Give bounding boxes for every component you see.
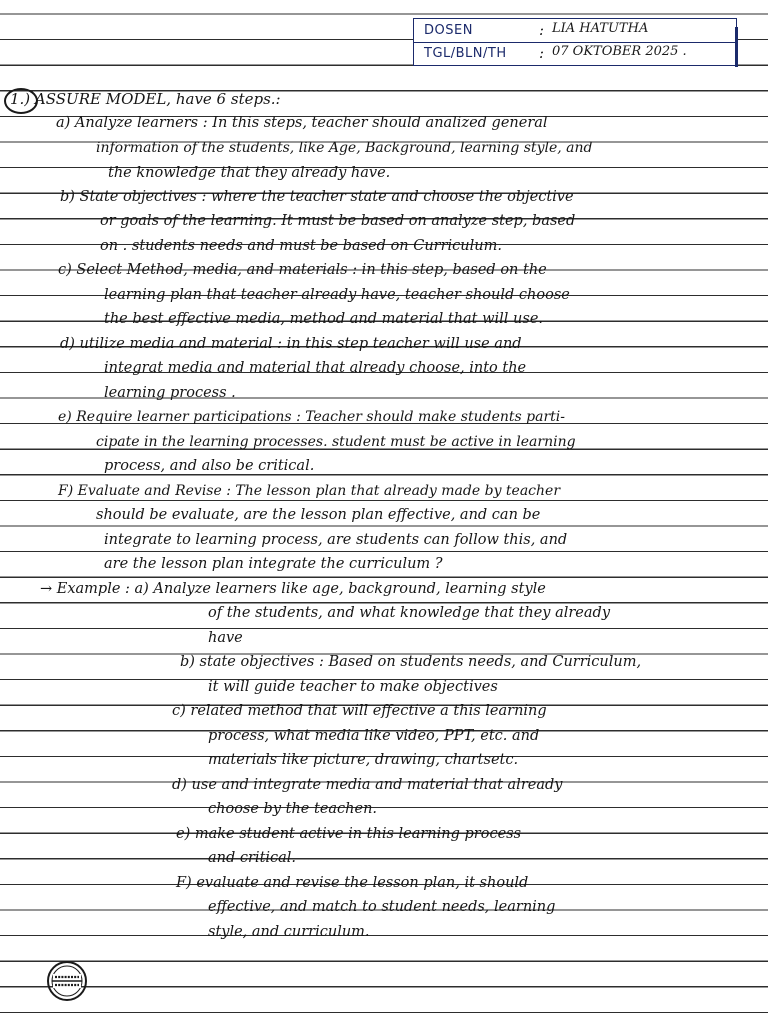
note-line: F) evaluate and revise the lesson plan, it should bbox=[176, 875, 529, 891]
note-line: F) Evaluate and Revise : The lesson plan that already made by teacher bbox=[58, 483, 561, 499]
note-line: 1.) ASSURE MODEL, have 6 steps.: bbox=[10, 90, 281, 108]
note-line: b) state objectives : Based on students needs, and Curriculum, bbox=[180, 654, 642, 670]
note-line: d) use and integrate media and material that already bbox=[172, 777, 563, 793]
sinar-dunia-logo-icon bbox=[46, 960, 88, 1002]
note-line: process, and also be critical. bbox=[104, 458, 315, 474]
note-line: e) make student active in this learning process bbox=[176, 826, 522, 842]
date-value: 07 OKTOBER 2025 . bbox=[552, 44, 687, 59]
note-line: or goals of the learning. It must be based on analyze step, based bbox=[100, 213, 576, 229]
note-line: the knowledge that they already have. bbox=[108, 165, 391, 181]
note-line: c) Select Method, media, and materials : in this step, based on the bbox=[58, 262, 547, 278]
note-line: cipate in the learning processes. student must be active in learning bbox=[96, 434, 576, 450]
header-row-dosen: DOSEN : LIA HATUTHA bbox=[414, 19, 736, 43]
note-line: integrate to learning process, are students can follow this, and bbox=[104, 532, 568, 548]
note-line: information of the students, like Age, Background, learning style, and bbox=[96, 140, 593, 156]
note-line: materials like picture, drawing, chartsetc. bbox=[208, 752, 519, 768]
dosen-value: LIA HATUTHA bbox=[552, 21, 649, 36]
note-line: should be evaluate, are the lesson plan effective, and can be bbox=[96, 507, 541, 523]
note-line: are the lesson plan integrate the curriculum ? bbox=[104, 556, 443, 572]
note-line: choose by the teachen. bbox=[208, 801, 378, 817]
note-line: b) State objectives : where the teacher state and choose the objective bbox=[60, 189, 574, 205]
note-line: style, and curriculum. bbox=[208, 924, 370, 940]
header-row-date: TGL/BLN/TH : 07 OKTOBER 2025 . bbox=[424, 44, 687, 62]
note-line: learning plan that teacher already have, teacher should choose bbox=[104, 287, 570, 303]
note-line: d) utilize media and material : in this step teacher will use and bbox=[60, 336, 522, 352]
note-line: effective, and match to student needs, learning bbox=[208, 899, 556, 915]
note-line: a) Analyze learners : In this steps, teacher should analized general bbox=[56, 115, 548, 131]
header-box bbox=[413, 18, 737, 66]
note-line: process, what media like video, PPT, etc. and bbox=[208, 728, 540, 744]
note-line: on . students needs and must be based on Curriculum. bbox=[100, 238, 502, 254]
date-label: TGL/BLN/TH bbox=[424, 46, 507, 61]
dosen-label: DOSEN bbox=[424, 23, 473, 38]
note-line: → Example : a) Analyze learners like age, background, learning style bbox=[40, 581, 546, 597]
note-line: it will guide teacher to make objectives bbox=[208, 679, 498, 695]
note-line: of the students, and what knowledge that they already bbox=[208, 605, 611, 621]
note-line: and critical. bbox=[208, 850, 297, 866]
note-line: learning process . bbox=[104, 385, 236, 401]
note-line: c) related method that will effective a this learning bbox=[172, 703, 547, 719]
header-accent-bar bbox=[735, 27, 738, 67]
note-line: integrat media and material that already choose, into the bbox=[104, 360, 527, 376]
note-line: the best effective media, method and material that will use. bbox=[104, 311, 544, 327]
note-line: have bbox=[208, 630, 243, 646]
note-line: e) Require learner participations : Teacher should make students parti- bbox=[58, 409, 565, 425]
